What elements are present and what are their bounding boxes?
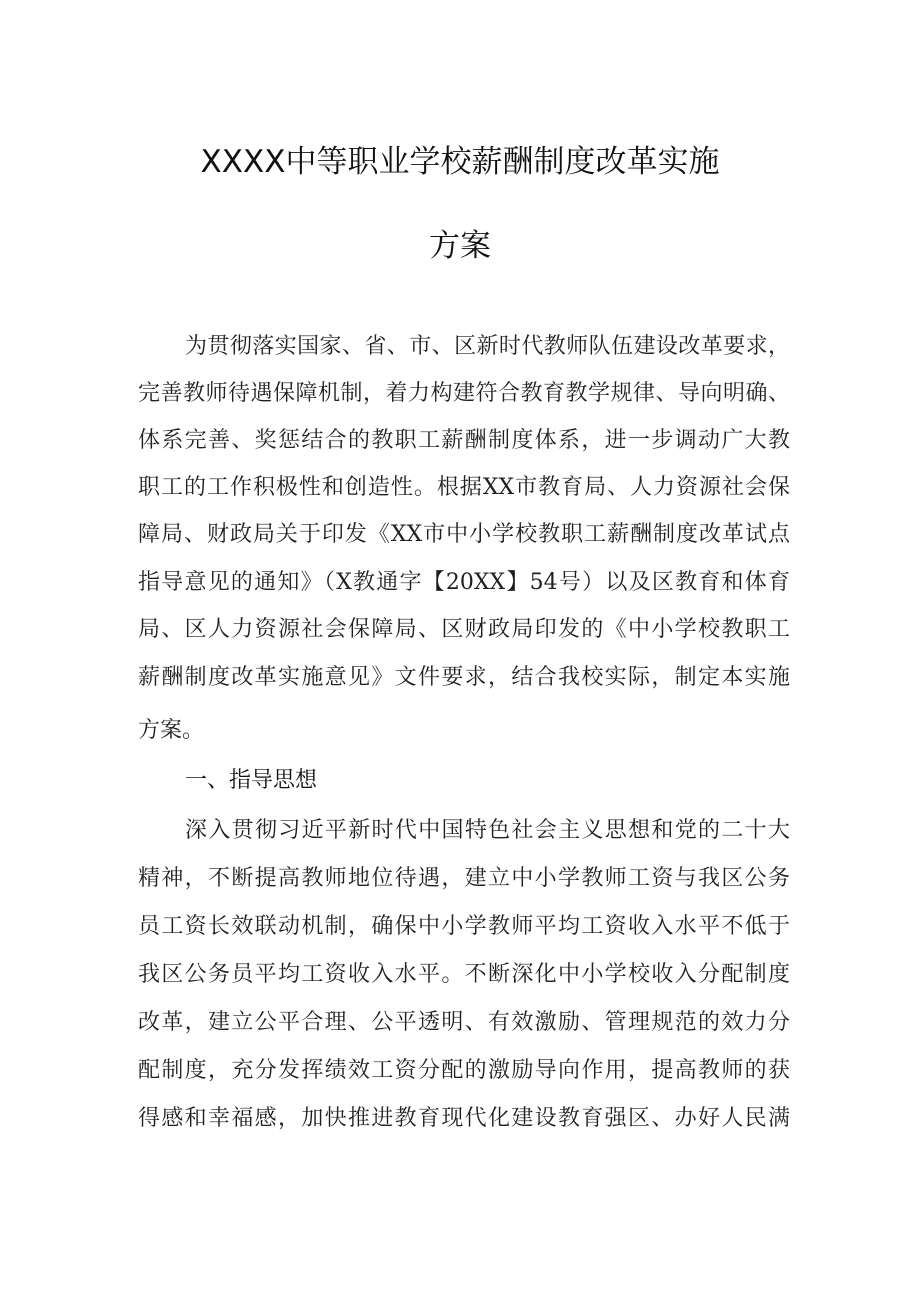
paragraph-line: 体系完善、奖惩结合的教职工薪酬制度体系，进一步调动广大教 <box>138 428 790 453</box>
paragraph-line: 指导意见的通知》（X教通字【20XX】54号）以及区教育和体育 <box>138 570 790 595</box>
document-title-line-2: 方案 <box>429 228 491 264</box>
paragraph-line: 完善教师待遇保障机制，着力构建符合教育教学规律、导向明确、 <box>138 381 790 406</box>
paragraph-line: 配制度，充分发挥绩效工资分配的激励导向作用，提高教师的获 <box>138 1058 790 1083</box>
paragraph-line: 改革，建立公平合理、公平透明、有效激励、管理规范的效力分 <box>138 1010 790 1035</box>
document-title-line-1: XXXX中等职业学校薪酬制度改革实施 <box>200 144 720 180</box>
paragraph-line: 障局、财政局关于印发《XX市中小学校教职工薪酬制度改革试点 <box>138 522 790 547</box>
paragraph-line: 深入贯彻习近平新时代中国特色社会主义思想和党的二十大 <box>185 818 790 843</box>
paragraph-line: 为贯彻落实国家、省、市、区新时代教师队伍建设改革要求， <box>185 334 790 359</box>
section-heading-guiding-ideology: 一、指导思想 <box>185 768 318 793</box>
paragraph-line: 方案。 <box>138 718 205 743</box>
paragraph-line: 我区公务员平均工资收入水平。不断深化中小学校收入分配制度 <box>138 962 790 987</box>
paragraph-line: 职工的工作积极性和创造性。根据XX市教育局、人力资源社会保 <box>138 475 790 500</box>
paragraph-line: 局、区人力资源社会保障局、区财政局印发的《中小学校教职工 <box>138 617 790 642</box>
paragraph-line: 得感和幸福感，加快推进教育现代化建设教育强区、办好人民满 <box>138 1106 790 1131</box>
paragraph-line: 员工资长效联动机制，确保中小学教师平均工资收入水平不低于 <box>138 914 790 939</box>
paragraph-line: 薪酬制度改革实施意见》文件要求，结合我校实际，制定本实施 <box>138 665 790 690</box>
paragraph-line: 精神，不断提高教师地位待遇，建立中小学教师工资与我区公务 <box>138 866 790 891</box>
